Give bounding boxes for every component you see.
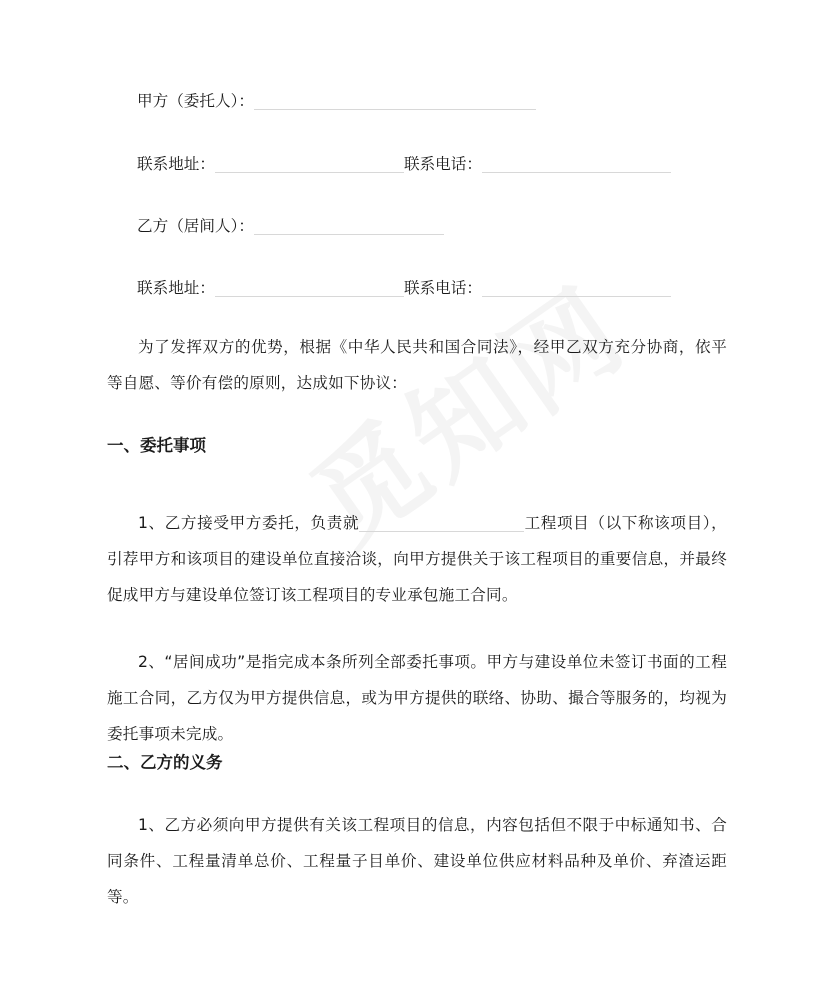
party-b-phone-label: 联系电话： xyxy=(403,279,482,297)
party-b-address-field[interactable] xyxy=(215,280,404,297)
party-b-label: 乙方（居间人）： xyxy=(137,217,254,235)
section-2-clause-1: 1、乙方必须向甲方提供有关该工程项目的信息，内容包括但不限于中标通知书、合同条件、工程量清单总价、工程量子目单价、建设单位供应材料品种及单价、弃渣运距等。 xyxy=(107,816,727,906)
party-a-address-field[interactable] xyxy=(215,156,404,173)
party-a-label: 甲方（委托人）： xyxy=(137,92,254,110)
intro-paragraph: 为了发挥双方的优势，根据《中华人民共和国合同法》，经甲乙双方充分协商，依平等自愿、等价有偿的原则，达成如下协议： xyxy=(107,338,727,392)
party-b-address-label: 联系地址： xyxy=(137,279,215,297)
party-b-name-field[interactable] xyxy=(254,218,444,235)
project-name-field[interactable] xyxy=(359,515,524,532)
party-b-row xyxy=(137,214,757,236)
party-b-phone-field[interactable] xyxy=(482,280,671,297)
section-1-clause-2: 2、“居间成功”是指完成本条所列全部委托事项。甲方与建设单位未签订书面的工程施工合同，乙方仅为甲方提供信息，或为甲方提供的联络、协助、撮合等服务的，均视为委托事项未完成。 xyxy=(107,653,727,743)
party-a-phone-label: 联系电话： xyxy=(403,155,482,173)
section-2-heading: 二、乙方的义务 xyxy=(107,753,223,772)
clause-text: 1、乙方接受甲方委托，负责就 xyxy=(138,514,360,532)
party-a-contact-row xyxy=(137,152,757,174)
clause-text: 工程项目（以下称该项目），引荐甲方和该项目的建设单位直接洽谈，向甲方提供关于该工程项目的重要信息，并最终促成甲方与建设单位签订该工程项目的专业承包施工合同。 xyxy=(107,514,727,604)
party-a-address-label: 联系地址： xyxy=(137,155,215,173)
party-a-name-field[interactable] xyxy=(254,93,536,110)
section-1-heading: 一、委托事项 xyxy=(107,436,206,455)
party-b-contact-row xyxy=(137,276,757,298)
party-a-phone-field[interactable] xyxy=(482,156,671,173)
section-1-clause-1 xyxy=(107,505,727,613)
party-a-row xyxy=(137,89,757,111)
